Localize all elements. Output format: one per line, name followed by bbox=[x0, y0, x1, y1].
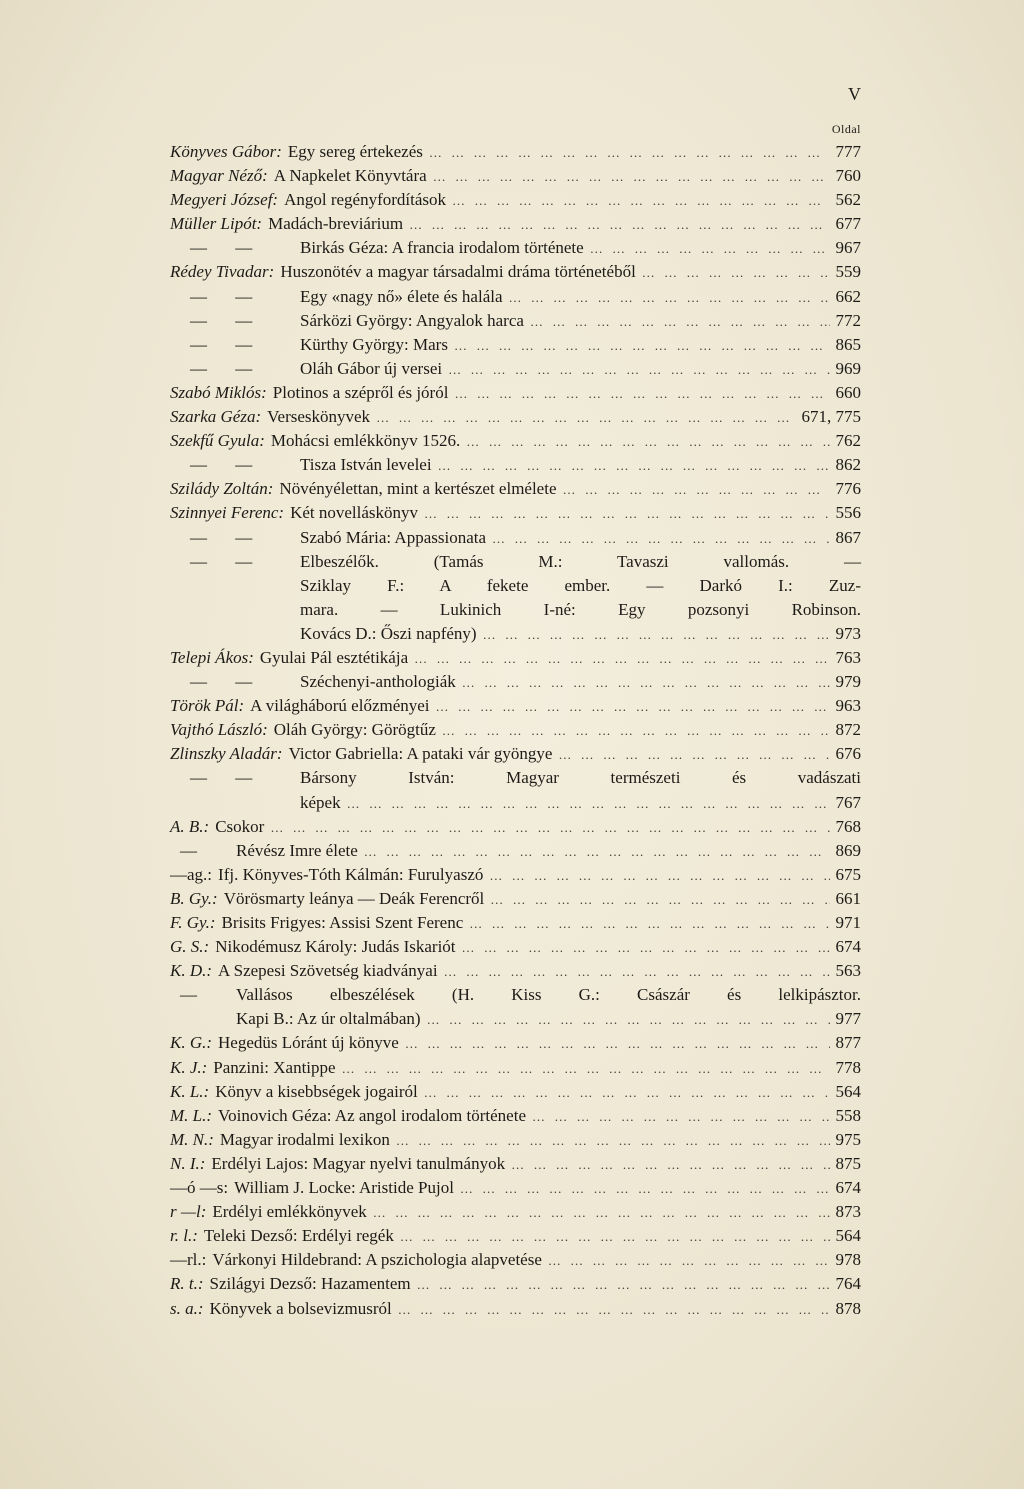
entry-lead bbox=[170, 333, 448, 357]
entry-lead bbox=[170, 1152, 505, 1176]
entry-title: Kovács D.: Őszi napfény) bbox=[300, 623, 477, 643]
entry-lead bbox=[170, 260, 636, 284]
entry-title: Nikodémusz Károly: Judás Iskariót bbox=[215, 937, 456, 957]
entry-page-number: 564 bbox=[835, 1081, 861, 1101]
toc-entry bbox=[170, 236, 861, 260]
dot-leader bbox=[530, 310, 830, 334]
entry-page-number: 971 bbox=[835, 913, 861, 932]
dot-leader bbox=[454, 382, 829, 406]
entry-title: Madách-breviárium bbox=[268, 214, 404, 234]
dot-leader bbox=[270, 816, 829, 840]
entry-lead bbox=[170, 839, 358, 863]
entry-author: — — bbox=[190, 672, 253, 692]
toc-entry bbox=[170, 1224, 861, 1248]
entry-page-number: 660 bbox=[835, 382, 861, 402]
dot-leader bbox=[373, 1201, 830, 1225]
entry-title: Kapi B.: Az úr oltalmában) bbox=[236, 1009, 421, 1029]
toc-entry bbox=[170, 646, 861, 670]
entry-lead bbox=[170, 887, 484, 911]
entry-author: F. Gy.: bbox=[170, 913, 216, 932]
entry-lead bbox=[170, 1224, 394, 1248]
dot-leader bbox=[490, 888, 829, 912]
entry-page-number: 875 bbox=[835, 1153, 861, 1173]
toc-entry bbox=[170, 212, 861, 236]
entry-title: A világháború előzményei bbox=[250, 696, 430, 716]
entry-lead bbox=[170, 1080, 418, 1104]
entry-lead bbox=[170, 1104, 526, 1128]
entry-title: Magyar irodalmi lexikon bbox=[219, 1129, 390, 1149]
toc-entry bbox=[170, 164, 861, 188]
toc-entry bbox=[170, 694, 861, 718]
entry-page-number: 564 bbox=[835, 1226, 861, 1246]
entry-author: Sziládу Zoltán: bbox=[170, 479, 274, 499]
dot-leader bbox=[427, 1008, 830, 1032]
dot-leader bbox=[460, 1177, 830, 1201]
entry-lead bbox=[170, 526, 486, 550]
entry-author: —ag.: bbox=[170, 864, 213, 884]
entry-author: K. D.: bbox=[170, 961, 213, 981]
entry-title: Szabó Mária: Appassionata bbox=[300, 527, 487, 547]
dot-leader bbox=[347, 792, 830, 816]
entry-page-number: 677 bbox=[835, 214, 861, 234]
entry-author: K. L.: bbox=[170, 1081, 210, 1101]
entry-title: William J. Locke: Aristide Pujol bbox=[234, 1178, 454, 1198]
page-column-header: Oldal bbox=[831, 122, 861, 136]
dot-leader bbox=[424, 1081, 830, 1105]
entry-lead bbox=[170, 718, 436, 742]
entry-title: Könyvek a bolsevizmusról bbox=[209, 1298, 392, 1318]
entry-page-number: 762 bbox=[835, 431, 861, 451]
entry-title: Sárközi György: Angyalok harca bbox=[300, 310, 524, 330]
entry-page-number: 674 bbox=[835, 937, 861, 957]
entry-author: Telepi Ákos: bbox=[170, 647, 254, 667]
toc-entry bbox=[170, 959, 861, 983]
entry-title: Gyulai Pál esztétikája bbox=[259, 647, 409, 667]
entry-lead bbox=[170, 236, 584, 260]
entry-title: Révész Imre élete bbox=[236, 840, 358, 860]
entry-title: Kürthy György: Mars bbox=[300, 334, 448, 354]
toc-entry bbox=[170, 1056, 861, 1080]
entry-author: Müller Lipót: bbox=[170, 214, 263, 234]
entry-title: Bársony István: Magyar természeti és vadászati bbox=[300, 768, 861, 788]
toc-entry bbox=[170, 1152, 861, 1176]
entry-title: Verseskönyvek bbox=[267, 407, 371, 427]
entry-author: Szabó Miklós: bbox=[170, 382, 267, 402]
entry-title: Oláh Gábor új versei bbox=[300, 358, 443, 378]
entry-author: — — bbox=[190, 286, 253, 306]
entry-page-number: 975 bbox=[835, 1129, 861, 1149]
entry-author: — — bbox=[190, 527, 253, 547]
entry-page-number: 661 bbox=[835, 888, 861, 908]
entry-lead bbox=[170, 911, 463, 935]
entry-title: Várkonyi Hildebrand: A pszichologia alapvetése bbox=[212, 1250, 542, 1270]
entry-lead bbox=[170, 405, 370, 429]
entry-page-number: 675 bbox=[835, 864, 861, 884]
toc-entry bbox=[170, 1007, 861, 1031]
entry-lead bbox=[170, 863, 483, 887]
entry-lead bbox=[170, 1272, 411, 1296]
entry-page-number: 764 bbox=[835, 1274, 861, 1294]
entry-author: — bbox=[180, 985, 197, 1005]
entry-page-number: 869 bbox=[835, 840, 861, 860]
entry-page-number: 967 bbox=[835, 238, 861, 258]
entry-title: Panzini: Xantippe bbox=[213, 1057, 336, 1077]
dot-leader bbox=[444, 960, 830, 984]
toc-entry bbox=[170, 983, 861, 1007]
entry-page-number: 767 bbox=[835, 792, 861, 812]
entry-author: — — bbox=[190, 551, 253, 571]
toc-entry bbox=[170, 429, 861, 453]
entry-lead bbox=[170, 429, 460, 453]
entry-lead bbox=[170, 285, 503, 309]
dot-leader bbox=[398, 1298, 830, 1322]
dot-leader bbox=[417, 1273, 830, 1297]
dot-leader bbox=[438, 454, 830, 478]
entry-page-number: 969 bbox=[835, 358, 861, 378]
entry-author: — — bbox=[190, 455, 253, 475]
entry-title: A Szepesi Szövetség kiadványai bbox=[218, 961, 438, 981]
entry-lead bbox=[170, 815, 264, 839]
entry-title: Oláh György: Görögtűz bbox=[273, 720, 436, 740]
entry-lead bbox=[170, 742, 552, 766]
toc-entry bbox=[170, 285, 861, 309]
dot-leader bbox=[454, 334, 830, 358]
toc-entry bbox=[170, 574, 861, 598]
entry-page-number: 674 bbox=[835, 1178, 861, 1198]
dot-leader bbox=[409, 213, 829, 237]
toc-entry bbox=[170, 526, 861, 550]
entry-lead bbox=[170, 381, 448, 405]
toc-entry bbox=[170, 911, 861, 935]
toc-entry bbox=[170, 742, 861, 766]
dot-leader bbox=[563, 478, 830, 502]
dot-leader bbox=[509, 286, 830, 310]
entry-page-number: 559 bbox=[835, 262, 861, 282]
entry-author: — bbox=[180, 840, 197, 860]
entry-page-number: 977 bbox=[835, 1009, 861, 1029]
entry-lead bbox=[170, 598, 861, 622]
page-number: V bbox=[848, 84, 861, 104]
entry-author: Szinnyei Ferenc: bbox=[170, 503, 285, 523]
dot-leader bbox=[364, 840, 830, 864]
entry-author: — — bbox=[190, 358, 253, 378]
entry-page-number: 872 bbox=[835, 720, 861, 740]
entry-author: G. S.: bbox=[170, 937, 210, 957]
toc-entry bbox=[170, 935, 861, 959]
entry-page-number: 556 bbox=[835, 503, 861, 523]
entry-title: Szilágyi Dezső: Hazamentem bbox=[209, 1274, 411, 1294]
entry-author: Török Pál: bbox=[170, 696, 245, 716]
entry-page-number: 763 bbox=[835, 647, 861, 667]
toc-entry bbox=[170, 718, 861, 742]
toc-entry bbox=[170, 309, 861, 333]
entry-title: Elbeszélők. (Tamás M.: Tavaszi vallomás. — bbox=[300, 551, 861, 571]
toc-entry bbox=[170, 188, 861, 212]
entry-title: Huszonötév a magyar társadalmi dráma történetéből bbox=[280, 262, 636, 282]
dot-leader bbox=[433, 165, 830, 189]
entry-page-number: 877 bbox=[835, 1033, 861, 1053]
entry-title: Csokor bbox=[215, 816, 265, 836]
entry-page-number: 778 bbox=[835, 1057, 861, 1077]
entry-title: Hegedüs Lóránt új könyve bbox=[218, 1033, 399, 1053]
entry-lead bbox=[170, 164, 427, 188]
toc-entry bbox=[170, 1031, 861, 1055]
toc-entry bbox=[170, 839, 861, 863]
entry-lead bbox=[170, 1176, 454, 1200]
entry-lead bbox=[170, 188, 446, 212]
entry-title: Plotinos a szépről és jóról bbox=[272, 382, 449, 402]
toc-entry bbox=[170, 333, 861, 357]
entry-title: képek bbox=[300, 792, 341, 812]
toc-entry bbox=[170, 501, 861, 525]
entry-author: A. B.: bbox=[170, 816, 210, 836]
entry-lead bbox=[170, 501, 418, 525]
dot-leader bbox=[558, 743, 829, 767]
entry-title: Teleki Dezső: Erdélyi regék bbox=[203, 1226, 394, 1246]
entry-page-number: 760 bbox=[835, 166, 861, 186]
entry-page-number: 979 bbox=[835, 672, 861, 692]
toc-entry bbox=[170, 357, 861, 381]
toc-entry bbox=[170, 815, 861, 839]
entry-page-number: 676 bbox=[835, 744, 861, 764]
entry-lead bbox=[170, 694, 430, 718]
entry-author: M. N.: bbox=[170, 1129, 214, 1149]
entry-title: Ifj. Könyves-Tóth Kálmán: Furulyaszó bbox=[218, 864, 484, 884]
dot-leader bbox=[429, 141, 830, 165]
entry-lead bbox=[170, 550, 861, 574]
entry-page-number: 867 bbox=[835, 527, 861, 547]
entry-lead bbox=[170, 959, 438, 983]
entry-lead bbox=[170, 1297, 392, 1321]
dot-leader bbox=[466, 430, 829, 454]
entry-author: R. t.: bbox=[170, 1274, 204, 1294]
entry-lead bbox=[170, 1007, 421, 1031]
entry-title: Mohácsi emlékkönyv 1526. bbox=[270, 431, 461, 451]
entry-page-number: 777 bbox=[835, 142, 861, 161]
entry-author: K. G.: bbox=[170, 1033, 213, 1053]
entry-lead bbox=[170, 574, 861, 598]
dot-leader bbox=[424, 502, 829, 526]
entry-author: Vajthó László: bbox=[170, 720, 268, 740]
toc-entry bbox=[170, 622, 861, 646]
entry-author: Szarka Géza: bbox=[170, 407, 262, 427]
entry-page-number: 963 bbox=[835, 696, 861, 716]
entry-lead bbox=[170, 1031, 399, 1055]
dot-leader bbox=[590, 237, 830, 261]
entry-page-number: 862 bbox=[835, 455, 861, 475]
entry-author: — — bbox=[190, 238, 253, 258]
entry-page-number: 563 bbox=[835, 961, 861, 981]
entry-page-number: 878 bbox=[835, 1298, 861, 1318]
entry-lead bbox=[170, 357, 442, 381]
entry-page-number: 768 bbox=[835, 816, 861, 836]
entry-title: Két novelláskönyv bbox=[290, 503, 419, 523]
entry-author: — — bbox=[190, 310, 253, 330]
entry-author: N. I.: bbox=[170, 1153, 206, 1173]
entry-title: Brisits Frigyes: Assisi Szent Ferenc bbox=[221, 913, 464, 932]
entry-lead bbox=[170, 1200, 367, 1224]
entry-author: —rl.: bbox=[170, 1250, 207, 1270]
entry-page-number: 562 bbox=[835, 190, 861, 210]
entry-page-number: 865 bbox=[835, 334, 861, 354]
toc-entry bbox=[170, 1248, 861, 1272]
entry-lead bbox=[170, 212, 403, 236]
entry-lead bbox=[170, 670, 456, 694]
toc-entry bbox=[170, 1080, 861, 1104]
entry-page-number: 776 bbox=[835, 479, 861, 499]
entry-lead bbox=[170, 309, 524, 333]
entry-author: Zlinszky Aladár: bbox=[170, 744, 283, 764]
dot-leader bbox=[376, 406, 795, 430]
dot-leader bbox=[532, 1105, 830, 1129]
toc-entry bbox=[170, 550, 861, 574]
toc-entry bbox=[170, 260, 861, 284]
entry-title: Erdélyi emlékkönyvek bbox=[212, 1202, 367, 1222]
entry-lead bbox=[170, 1128, 390, 1152]
toc-entry bbox=[170, 1297, 861, 1321]
dot-leader bbox=[489, 864, 829, 888]
entry-title: Birkás Géza: A francia irodalom története bbox=[300, 238, 584, 258]
entry-author: Rédey Tivadar: bbox=[170, 262, 275, 282]
entry-lead bbox=[170, 935, 456, 959]
dot-leader bbox=[436, 695, 830, 719]
entry-author: Könyves Gábor: bbox=[170, 142, 282, 161]
entry-author: r —l: bbox=[170, 1202, 207, 1222]
entry-lead bbox=[170, 1056, 336, 1080]
dot-leader bbox=[511, 1153, 829, 1177]
toc-entry bbox=[170, 381, 861, 405]
entry-title: Könyv a kisebbségek jogairól bbox=[215, 1081, 418, 1101]
entry-author: — — bbox=[190, 334, 253, 354]
entry-title: Tisza István levelei bbox=[300, 455, 432, 475]
dot-leader bbox=[462, 671, 830, 695]
entry-page-number: 558 bbox=[835, 1105, 861, 1125]
toc-entry bbox=[170, 1128, 861, 1152]
dot-leader bbox=[548, 1249, 830, 1273]
entry-lead bbox=[170, 766, 861, 790]
entry-lead bbox=[170, 646, 408, 670]
entry-lead bbox=[170, 140, 423, 164]
entry-title: Egy «nagy nő» élete és halála bbox=[300, 286, 503, 306]
entry-author: r. l.: bbox=[170, 1226, 198, 1246]
toc-entry bbox=[170, 598, 861, 622]
entry-title: Erdélyi Lajos: Magyar nyelvi tanulmányok bbox=[211, 1153, 506, 1173]
entry-page-number: 973 bbox=[835, 623, 861, 643]
entry-lead bbox=[170, 453, 432, 477]
toc-entry bbox=[170, 1200, 861, 1224]
entry-title: Vörösmarty leánya — Deák Ferencről bbox=[223, 888, 485, 908]
entry-title: Voinovich Géza: Az angol irodalom története bbox=[218, 1105, 526, 1125]
toc-entry bbox=[170, 791, 861, 815]
entry-page-number: 662 bbox=[835, 286, 861, 306]
toc-entry bbox=[170, 1272, 861, 1296]
entry-author: Szekfű Gyula: bbox=[170, 431, 265, 451]
entry-title: A Napkelet Könyvtára bbox=[273, 166, 427, 186]
dot-leader bbox=[452, 189, 829, 213]
table-of-contents bbox=[170, 140, 861, 1321]
entry-page-number: 873 bbox=[835, 1202, 861, 1222]
entry-title: Angol regényfordítások bbox=[284, 190, 447, 210]
entry-title: mara. — Lukinich I-né: Egy pozsonyi Robinson. bbox=[300, 599, 861, 619]
dot-leader bbox=[342, 1057, 830, 1081]
dot-leader bbox=[492, 527, 829, 551]
toc-entry bbox=[170, 453, 861, 477]
toc-entry bbox=[170, 766, 861, 790]
entry-author: K. J.: bbox=[170, 1057, 208, 1077]
entry-title: Növényélettan, mint a kertészet elmélete bbox=[279, 479, 557, 499]
entry-title: Egy sereg értekezés bbox=[287, 142, 423, 161]
entry-lead bbox=[170, 1248, 542, 1272]
entry-page-number: 671, 775 bbox=[801, 407, 861, 427]
dot-leader bbox=[462, 936, 830, 960]
entry-lead bbox=[170, 791, 341, 815]
dot-leader bbox=[442, 719, 830, 743]
entry-title: Széchenyi-anthologiák bbox=[300, 672, 456, 692]
entry-author: s. a.: bbox=[170, 1298, 204, 1318]
toc-entry bbox=[170, 863, 861, 887]
toc-entry bbox=[170, 670, 861, 694]
dot-leader bbox=[405, 1032, 830, 1056]
entry-page-number: 772 bbox=[835, 310, 861, 330]
dot-leader bbox=[483, 623, 830, 647]
entry-title: Sziklay F.: A fekete ember. — Darkó I.: Zuz- bbox=[300, 575, 861, 595]
toc-entry bbox=[170, 1104, 861, 1128]
dot-leader bbox=[448, 358, 829, 382]
entry-author: —ó —s: bbox=[170, 1178, 229, 1198]
dot-leader bbox=[414, 647, 829, 671]
dot-leader bbox=[396, 1129, 830, 1153]
entry-author: B. Gy.: bbox=[170, 888, 218, 908]
entry-title: Victor Gabriella: A pataki vár gyöngye bbox=[288, 744, 553, 764]
entry-author: Megyeri József: bbox=[170, 190, 279, 210]
toc-entry bbox=[170, 405, 861, 429]
entry-page-number: 978 bbox=[835, 1250, 861, 1270]
entry-author: Magyar Néző: bbox=[170, 166, 268, 186]
toc-entry bbox=[170, 1176, 861, 1200]
dot-leader bbox=[400, 1225, 830, 1249]
dot-leader bbox=[642, 261, 830, 285]
entry-author: — — bbox=[190, 768, 253, 788]
toc-entry bbox=[170, 887, 861, 911]
entry-author: M. L.: bbox=[170, 1105, 213, 1125]
entry-title: Vallásos elbeszélések (H. Kiss G.: Császár és lelkipásztor. bbox=[236, 985, 861, 1005]
entry-lead bbox=[170, 477, 557, 501]
dot-leader bbox=[469, 912, 829, 936]
toc-entry bbox=[170, 477, 861, 501]
entry-lead bbox=[170, 983, 861, 1007]
toc-entry bbox=[170, 140, 861, 164]
entry-lead bbox=[170, 622, 477, 646]
